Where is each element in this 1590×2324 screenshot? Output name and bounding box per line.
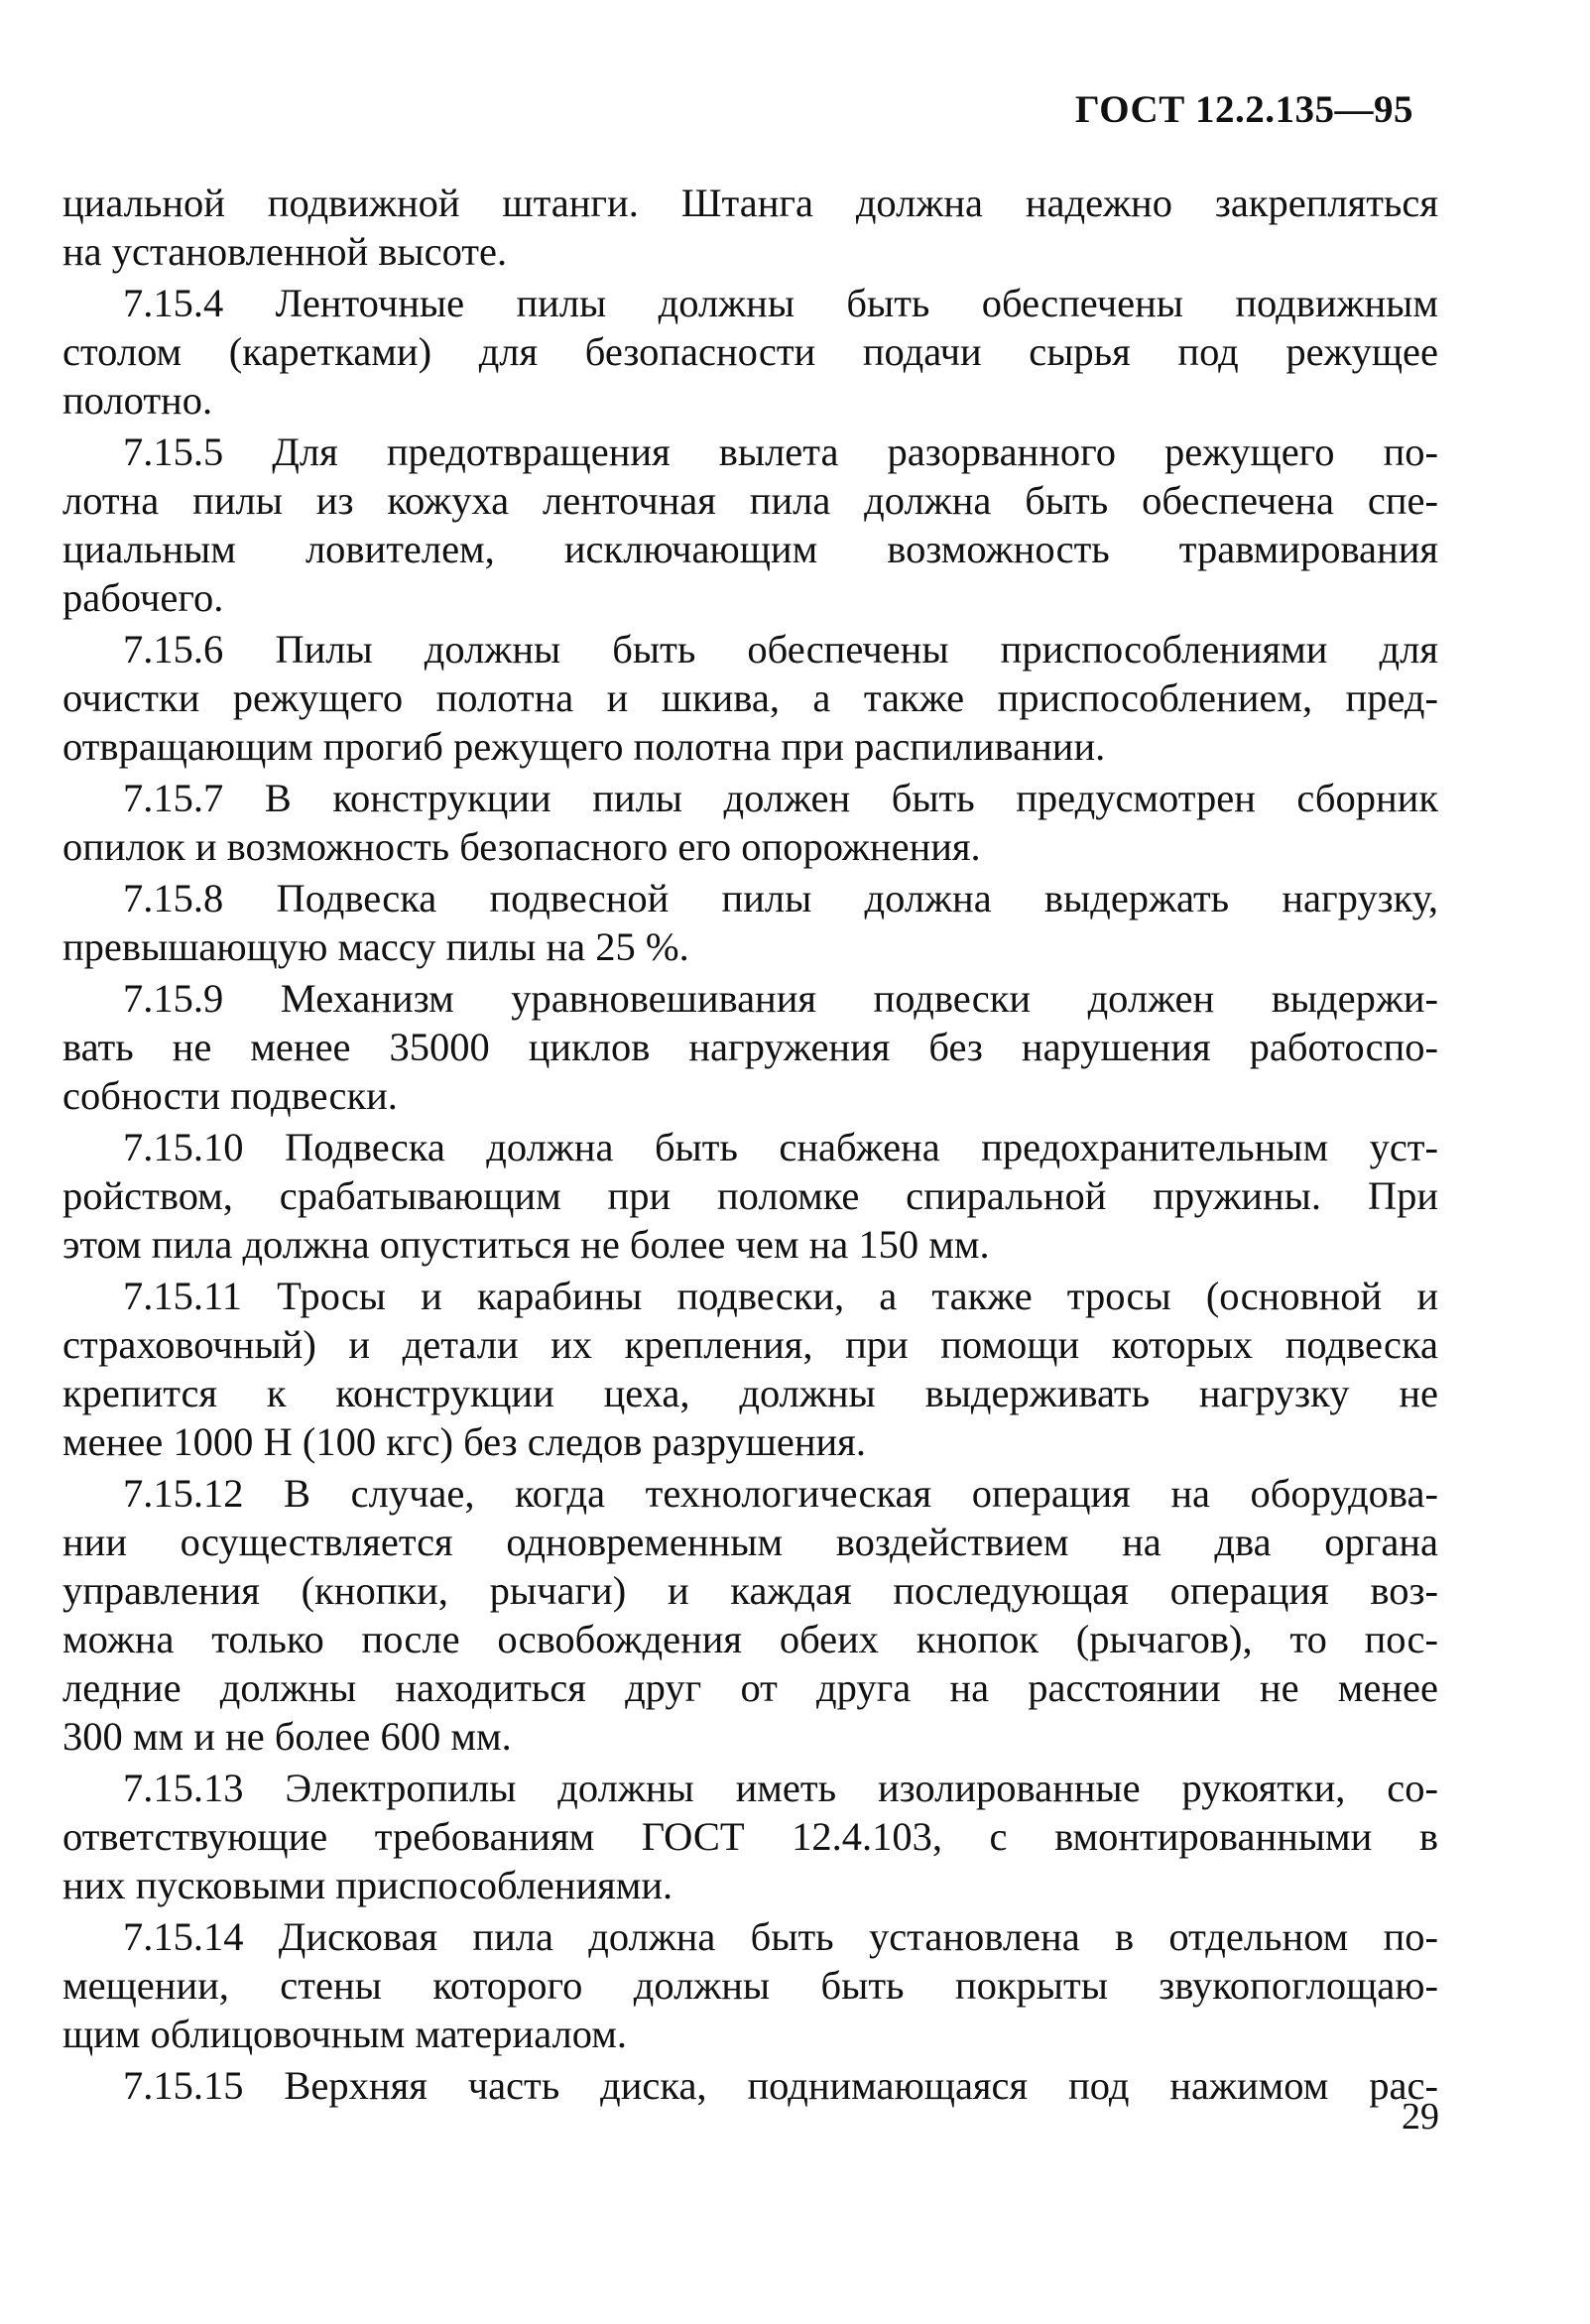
text-line: 7.15.10 Подвеска должна быть снабжена предохранительным уст- (123, 1125, 1438, 1169)
text-line: менее 1000 Н (100 кгс) без следов разрушения. (62, 1419, 866, 1464)
text-line: ответствующие требованиям ГОСТ 12.4.103, с вмонтированными в (62, 1814, 1438, 1859)
text-line: ройством, срабатывающим при поломке спиральной пружины. При (62, 1173, 1438, 1218)
paragraph (62, 428, 1438, 622)
text-line: этом пила должна опуститься не более чем на 150 мм. (62, 1222, 990, 1267)
paragraph (62, 279, 1438, 425)
text-line: собности подвески. (62, 1073, 398, 1118)
text-line: 7.15.5 Для предотвращения вылета разорванного режущего по- (123, 429, 1438, 474)
text-line: управления (кнопки, рычаги) и каждая последующая операция воз- (62, 1568, 1438, 1613)
document-body (62, 179, 1438, 2113)
text-line: 300 мм и не более 600 мм. (62, 1714, 512, 1759)
text-line: циальной подвижной штанги. Штанга должна надежно закрепляться (62, 181, 1438, 225)
paragraph (62, 625, 1438, 771)
text-line: ледние должны находиться друг от друга на расстоянии не менее (62, 1665, 1438, 1710)
paragraph (62, 874, 1438, 971)
text-line: лотна пилы из кожуха ленточная пила должна быть обеспечена спе- (62, 478, 1438, 523)
text-line: столом (каретками) для безопасности подачи сырья под режущее (62, 329, 1438, 374)
page-number: 29 (1402, 2096, 1439, 2138)
text-line: рабочего. (62, 575, 224, 620)
text-line: мещении, стены которого должны быть покрыты звукопоглощаю- (62, 1963, 1438, 2008)
text-line: них пусковыми приспособлениями. (62, 1863, 673, 1907)
text-line: циальным ловителем, исключающим возможность травмирования (62, 527, 1438, 571)
standard-code: ГОСТ 12.2.135—95 (1074, 88, 1413, 131)
text-line: нии осуществляется одновременным воздействием на два органа (62, 1520, 1438, 1564)
text-line: 7.15.14 Дисковая пила должна быть установлена в отдельном по- (123, 1914, 1438, 1959)
text-line: 7.15.12 В случае, когда технологическая операция на оборудова- (123, 1471, 1438, 1516)
paragraph (62, 179, 1438, 276)
paragraph (62, 974, 1438, 1120)
text-line: превышающую массу пилы на 25 %. (62, 924, 689, 969)
text-line: на установленной высоте. (62, 229, 508, 274)
text-line: очистки режущего полотна и шкива, а также приспособлением, пред- (62, 675, 1438, 720)
text-line: опилок и возможность безопасного его опорожнения. (62, 824, 981, 869)
text-line: 7.15.11 Тросы и карабины подвески, а также тросы (основной и (123, 1274, 1438, 1318)
text-line: крепится к конструкции цеха, должны выдерживать нагрузку не (62, 1371, 1438, 1415)
text-line: 7.15.13 Электропилы должны иметь изолированные рукоятки, со- (123, 1766, 1438, 1810)
paragraph (62, 1123, 1438, 1269)
document-header (1075, 87, 1413, 132)
text-line: щим облицовочным материалом. (62, 2012, 627, 2056)
paragraph (62, 1764, 1438, 1909)
text-line: 7.15.6 Пилы должны быть обеспечены приспособлениями для (123, 627, 1438, 672)
text-line: отвращающим прогиб режущего полотна при распиливании. (62, 724, 1106, 769)
paragraph (62, 1469, 1438, 1761)
text-line: 7.15.9 Механизм уравновешивания подвески должен выдержи- (123, 976, 1438, 1021)
paragraph (62, 1272, 1438, 1466)
text-line: можна только после освобождения обеих кнопок (рычагов), то пос- (62, 1617, 1438, 1661)
text-line: полотно. (62, 378, 213, 423)
text-line: 7.15.15 Верхняя часть диска, поднимающаяся под нажимом рас- (123, 2063, 1438, 2108)
text-line: страховочный) и детали их крепления, при помощи которых подвеска (62, 1322, 1438, 1367)
text-line: 7.15.4 Ленточные пилы должны быть обеспечены подвижным (123, 281, 1438, 325)
text-line: 7.15.7 В конструкции пилы должен быть предусмотрен сборник (123, 776, 1438, 820)
text-line: вать не менее 35000 циклов нагружения без нарушения работоспо- (62, 1025, 1438, 1069)
text-line: 7.15.8 Подвеска подвесной пилы должна выдержать нагрузку, (123, 876, 1438, 920)
paragraph (62, 774, 1438, 871)
paragraph (62, 1912, 1438, 2058)
paragraph (62, 2061, 1438, 2110)
